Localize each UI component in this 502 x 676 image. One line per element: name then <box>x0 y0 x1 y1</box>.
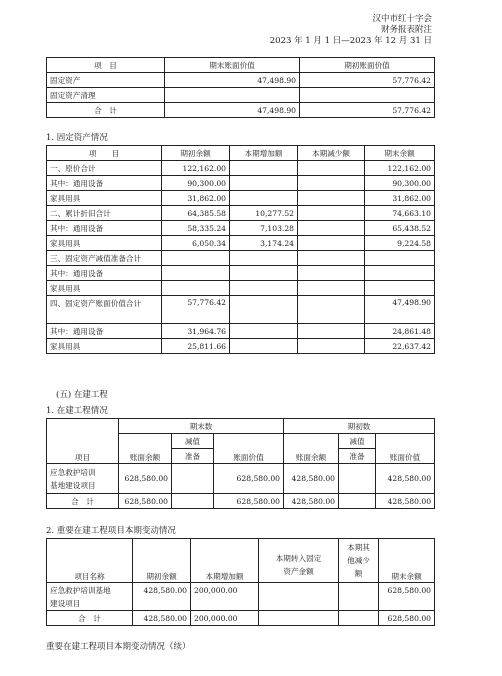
row-label: 其中：通用设备 <box>47 324 162 339</box>
cell <box>162 266 230 281</box>
table-row <box>47 296 435 324</box>
cell: 57,776.42 <box>300 73 435 88</box>
cell: 628,580.00 <box>379 611 435 626</box>
col-header-line: 本期转入固定 <box>275 554 322 563</box>
cell: 7,103.28 <box>230 221 298 236</box>
cell <box>230 324 298 339</box>
col-header-line: 本期其 <box>347 543 370 552</box>
cell <box>365 281 435 296</box>
cell <box>298 339 365 354</box>
col-header: 期末余额 <box>379 539 435 583</box>
row-label: 其中：通用设备 <box>47 176 162 191</box>
cell: 9,224.58 <box>365 236 435 251</box>
fixed-assets-detail-table <box>46 145 435 354</box>
col-header: 期末账面价值 <box>165 58 300 73</box>
row-label-line: 应急救护培训基地 <box>50 585 111 595</box>
cell: 3,174.24 <box>230 236 298 251</box>
cell <box>259 611 339 626</box>
col-header: 账面余额 <box>284 434 339 464</box>
cell: 628,580.00 <box>214 464 284 494</box>
cell: 58,335.24 <box>162 221 230 236</box>
cell <box>298 191 365 206</box>
section-heading: 1. 固定资产情况 <box>46 133 108 143</box>
col-header <box>259 539 339 583</box>
cell: 428,580.00 <box>284 494 339 509</box>
cell: 74,663.10 <box>365 206 435 221</box>
cell: 122,162.00 <box>162 161 230 176</box>
col-header: 本期增加额 <box>230 146 298 161</box>
cell <box>298 266 365 281</box>
cell <box>230 191 298 206</box>
table-row <box>47 583 435 611</box>
cell <box>339 583 379 611</box>
cell: 428,580.00 <box>284 464 339 494</box>
row-label: 固定资产 <box>47 73 165 88</box>
section-heading: 重要在建工程项目本期变动情况（续） <box>46 642 191 652</box>
cell <box>298 324 365 339</box>
cell <box>365 266 435 281</box>
table-row <box>47 221 435 236</box>
row-label <box>47 583 133 611</box>
cell: 10,277.52 <box>230 206 298 221</box>
row-label: 家具用具 <box>47 281 162 296</box>
cell: 57,776.42 <box>162 296 230 324</box>
row-label-line: 应急救护培训 <box>50 467 96 477</box>
cell <box>339 464 376 494</box>
row-label: 三、固定资产减值准备合计 <box>47 251 162 266</box>
cell <box>230 281 298 296</box>
group-header: 期末数 <box>119 419 284 434</box>
cell <box>230 161 298 176</box>
cell: 428,580.00 <box>376 464 435 494</box>
major-project-changes-table <box>46 538 435 626</box>
row-label: 其中：通用设备 <box>47 221 162 236</box>
table-row <box>47 161 435 176</box>
row-label: 家具用具 <box>47 191 162 206</box>
cell <box>298 281 365 296</box>
row-label-line: 建设项目 <box>50 598 81 608</box>
cell <box>162 281 230 296</box>
table-row <box>47 251 435 266</box>
fixed-assets-summary-table <box>46 57 435 118</box>
cell <box>230 251 298 266</box>
row-label: 家具用具 <box>47 236 162 251</box>
cell <box>172 464 214 494</box>
table-row <box>47 176 435 191</box>
table-row <box>47 611 435 626</box>
table-row <box>47 103 435 118</box>
cell: 65,438.52 <box>365 221 435 236</box>
cell: 31,862.00 <box>162 191 230 206</box>
col-header: 期初余额 <box>133 539 191 583</box>
cell: 428,580.00 <box>376 494 435 509</box>
cell: 24,861.48 <box>365 324 435 339</box>
cell: 90,300.00 <box>162 176 230 191</box>
cell <box>339 494 376 509</box>
col-header: 期初余额 <box>162 146 230 161</box>
table-row <box>47 464 435 494</box>
col-header-line: 他减少 <box>347 556 370 565</box>
cell <box>298 221 365 236</box>
cell <box>259 583 339 611</box>
row-label: 四、固定资产账面价值合计 <box>47 296 162 324</box>
cell: 25,811.66 <box>162 339 230 354</box>
cell <box>165 88 300 103</box>
cell: 6,050.34 <box>162 236 230 251</box>
col-header: 期初账面价值 <box>300 58 435 73</box>
cell <box>162 251 230 266</box>
row-label: 其中：通用设备 <box>47 266 162 281</box>
company-name: 汉中市红十字会 <box>372 14 432 24</box>
cell: 628,580.00 <box>119 494 172 509</box>
table-row <box>47 206 435 221</box>
cell: 200,000.00 <box>191 583 259 611</box>
cell: 628,580.00 <box>379 583 435 611</box>
col-header: 账面价值 <box>214 434 284 464</box>
report-period: 2023 年 1 月 1 日—2023 年 12 月 31 日 <box>269 36 432 46</box>
construction-in-progress-table <box>46 418 435 509</box>
col-header: 准备 <box>172 449 214 464</box>
col-header: 项 目 <box>47 58 165 73</box>
col-header: 项目名称 <box>47 539 133 583</box>
cell <box>298 296 365 324</box>
table-row <box>47 281 435 296</box>
cell: 47,498.90 <box>165 73 300 88</box>
cell: 31,964.76 <box>162 324 230 339</box>
row-label: 家具用具 <box>47 339 162 354</box>
row-label: 合 计 <box>47 494 119 509</box>
cell <box>298 176 365 191</box>
cell <box>298 251 365 266</box>
report-title: 财务报表附注 <box>380 25 432 35</box>
cell: 47,498.90 <box>165 103 300 118</box>
cell: 64,385.58 <box>162 206 230 221</box>
col-header: 减值 <box>172 434 214 449</box>
row-label: 二、累计折旧合计 <box>47 206 162 221</box>
group-header: 期初数 <box>284 419 435 434</box>
cell: 22,637.42 <box>365 339 435 354</box>
cell: 428,580.00 <box>133 583 191 611</box>
section-heading: 1. 在建工程情况 <box>46 406 108 416</box>
table-row <box>47 324 435 339</box>
table-row <box>47 339 435 354</box>
cell <box>172 494 214 509</box>
section-heading: 2. 重要在建工程项目本期变动情况 <box>46 526 176 536</box>
cell: 628,580.00 <box>214 494 284 509</box>
col-header-line: 资产金额 <box>283 567 314 576</box>
cell: 428,580.00 <box>133 611 191 626</box>
col-header: 本期增加额 <box>191 539 259 583</box>
cell: 57,776.42 <box>300 103 435 118</box>
cell <box>300 88 435 103</box>
cell <box>298 206 365 221</box>
cell: 90,300.00 <box>365 176 435 191</box>
row-label-line: 基地建设项目 <box>50 480 96 490</box>
cell <box>230 266 298 281</box>
table-row <box>47 191 435 206</box>
row-label: 一、原价合计 <box>47 161 162 176</box>
row-label: 固定资产清理 <box>47 88 165 103</box>
col-header: 项 目 <box>47 146 162 161</box>
table-row <box>47 236 435 251</box>
col-header: 账面余额 <box>119 434 172 464</box>
col-header: 准备 <box>339 449 376 464</box>
row-label <box>47 464 119 494</box>
table-row <box>47 88 435 103</box>
col-header: 期末余额 <box>365 146 435 161</box>
cell: 200,000.00 <box>191 611 259 626</box>
col-header: 账面价值 <box>376 434 435 464</box>
col-header-line: 额 <box>354 569 363 578</box>
cell: 628,580.00 <box>119 464 172 494</box>
table-row <box>47 73 435 88</box>
col-header: 项目 <box>47 419 119 464</box>
table-row <box>47 494 435 509</box>
table-row <box>47 266 435 281</box>
cell <box>365 251 435 266</box>
cell <box>230 176 298 191</box>
row-label: 合 计 <box>47 611 133 626</box>
cell <box>339 611 379 626</box>
cell <box>298 161 365 176</box>
row-label: 合 计 <box>47 103 165 118</box>
report-header <box>270 14 432 47</box>
col-header: 本期减少额 <box>298 146 365 161</box>
cell: 122,162.00 <box>365 161 435 176</box>
col-header: 减值 <box>339 434 376 449</box>
cell <box>298 236 365 251</box>
cell: 47,498.90 <box>365 296 435 324</box>
cell <box>230 296 298 324</box>
cell: 31,862.00 <box>365 191 435 206</box>
col-header <box>339 539 379 583</box>
section-heading: (五) 在建工程 <box>56 390 108 400</box>
cell <box>230 339 298 354</box>
